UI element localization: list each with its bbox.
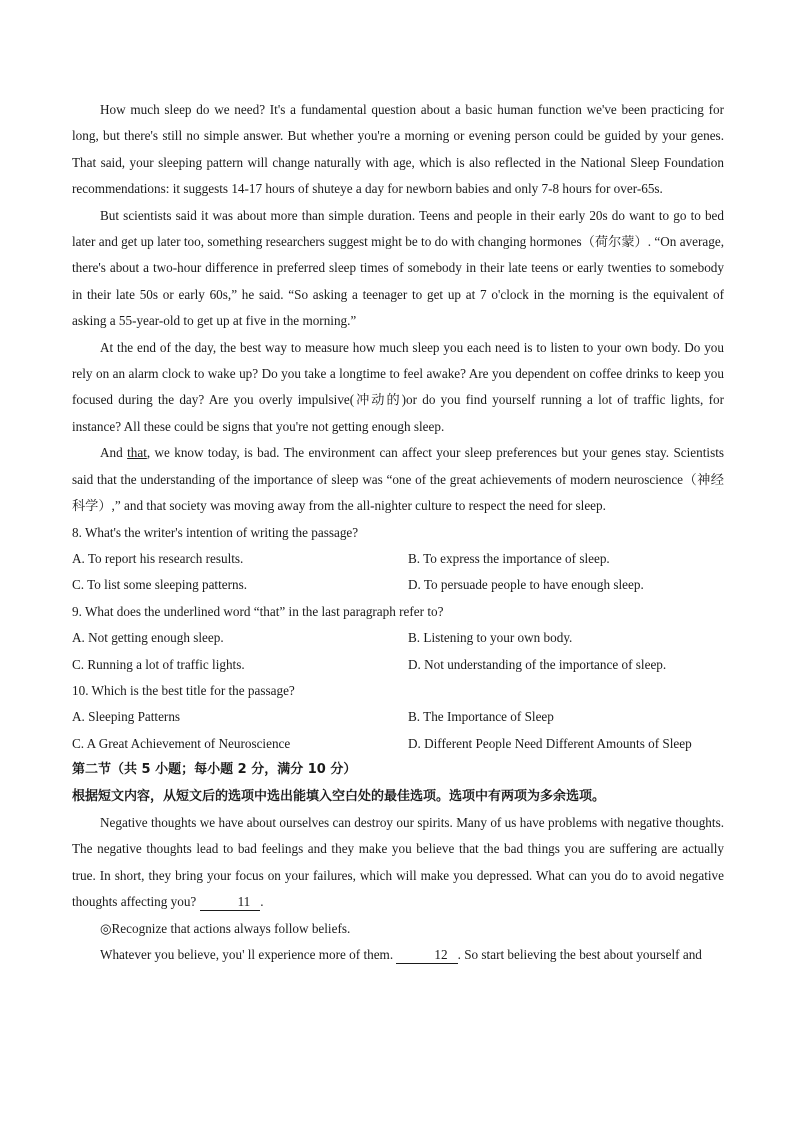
section-2-heading-1: ◎Recognize that actions always follow beliefs. (100, 920, 351, 936)
q10-option-a: A. Sleeping Patterns (72, 709, 181, 725)
section-2-paragraph-2-start: Whatever you believe, you' ll experience more of them. (100, 947, 397, 962)
section-2-paragraph-2 (72, 942, 724, 968)
q8-option-d: D. To persuade people to have enough sleep. (408, 577, 644, 593)
q9-option-a: A. Not getting enough sleep. (72, 630, 224, 646)
passage-paragraph-1: How much sleep do we need? It's a fundamental question about a basic human function we've been practicing for long, but there's still no simple answer. But whether you're a morning or evening person could be guided by your genes. That said, your sleeping pattern will change naturally with age, which is also reflected in the National Sleep Foundation recommendations: it suggests 14-17 hours of shuteye a day for newborn babies and only 7-8 hours for over-65s. (72, 102, 724, 197)
section-2-paragraph-2-rest: . So start believing the best about yourself and (457, 947, 702, 962)
question-10-stem: 10. Which is the best title for the passage? (72, 682, 295, 698)
underlined-word-that: that (127, 445, 147, 461)
passage-paragraph-3: At the end of the day, the best way to measure how much sleep you each need is to listen to your own body. Do you rely on an alarm clock to wake up? Do you take a longtime to feel awake? Are you dependent on coffee drinks to keep you focused during the day? Are you overly impulsive(冲动的)or do you find yourself running a lot of traffic lights, for instance? All these could be signs that you're not getting enough sleep. (72, 339, 724, 434)
q8-option-c: C. To list some sleeping patterns. (72, 577, 248, 593)
section-2-instruction: 根据短文内容，从短文后的选项中选出能填入空白处的最佳选项。选项中有两项为多余选项。 (72, 788, 606, 804)
q8-option-b: B. To express the importance of sleep. (408, 550, 610, 566)
paragraph-4-rest: , we know today, is bad. The environment can affect your sleep preferences but your genes stay. Scientists said that the understanding of the importance of sleep was “one of the great achievements of modern neuroscience（神经科学）,” and that society was moving away from the all-nighter culture to respect the need for sleep. (72, 445, 725, 514)
q9-option-d: D. Not understanding of the importance of sleep. (408, 656, 667, 672)
section-2-title: 第二节（共 5 小题；每小题 2 分，满分 10 分） (72, 762, 357, 778)
q10-option-d: D. Different People Need Different Amounts of Sleep (408, 735, 692, 751)
blank-11[interactable]: 11 (200, 894, 261, 911)
section-2-paragraph-1-end: . (260, 894, 264, 910)
question-9-stem: 9. What does the underlined word “that” in the last paragraph refer to? (72, 603, 444, 619)
question-8-stem: 8. What's the writer's intention of writing the passage? (72, 524, 359, 540)
q9-option-c: C. Running a lot of traffic lights. (72, 656, 245, 672)
section-2-paragraph-1-text: Negative thoughts we have about ourselves can destroy our spirits. Many of us have problems with negative thoughts. The negative thoughts lead to bad feelings and they make you believe that the bad things you are suffering are actually true. In short, they bring your focus on your failures, which will make you depressed. What can you do to avoid negative thoughts affecting you? (72, 814, 724, 910)
passage-paragraph-4 (72, 440, 724, 519)
passage-paragraph-2: But scientists said it was about more than simple duration. Teens and people in their early 20s do want to go to bed later and get up later too, something researchers suggest might be to do with changing hormones（荷尔蒙）. “On average, there's about a two-hour difference in preferred sleep times of somebody in their late teens or early twenties to somebody in their late 50s or early 60s,” he said. “So asking a teenager to get up at 7 o'clock in the morning is the equivalent of asking a 55-year-old to get up at five in the morning.” (72, 207, 724, 329)
document-page (72, 97, 724, 968)
paragraph-4-start: And (100, 445, 128, 461)
section-2-paragraph-1 (72, 810, 724, 916)
q9-option-b: B. Listening to your own body. (408, 630, 573, 646)
question-9-options (72, 625, 724, 678)
blank-12[interactable]: 12 (396, 947, 457, 964)
question-10-options (72, 704, 724, 757)
question-8-options (72, 546, 724, 599)
q10-option-b: B. The Importance of Sleep (408, 709, 554, 725)
q8-option-a: A. To report his research results. (72, 550, 244, 566)
q10-option-c: C. A Great Achievement of Neuroscience (72, 735, 291, 751)
